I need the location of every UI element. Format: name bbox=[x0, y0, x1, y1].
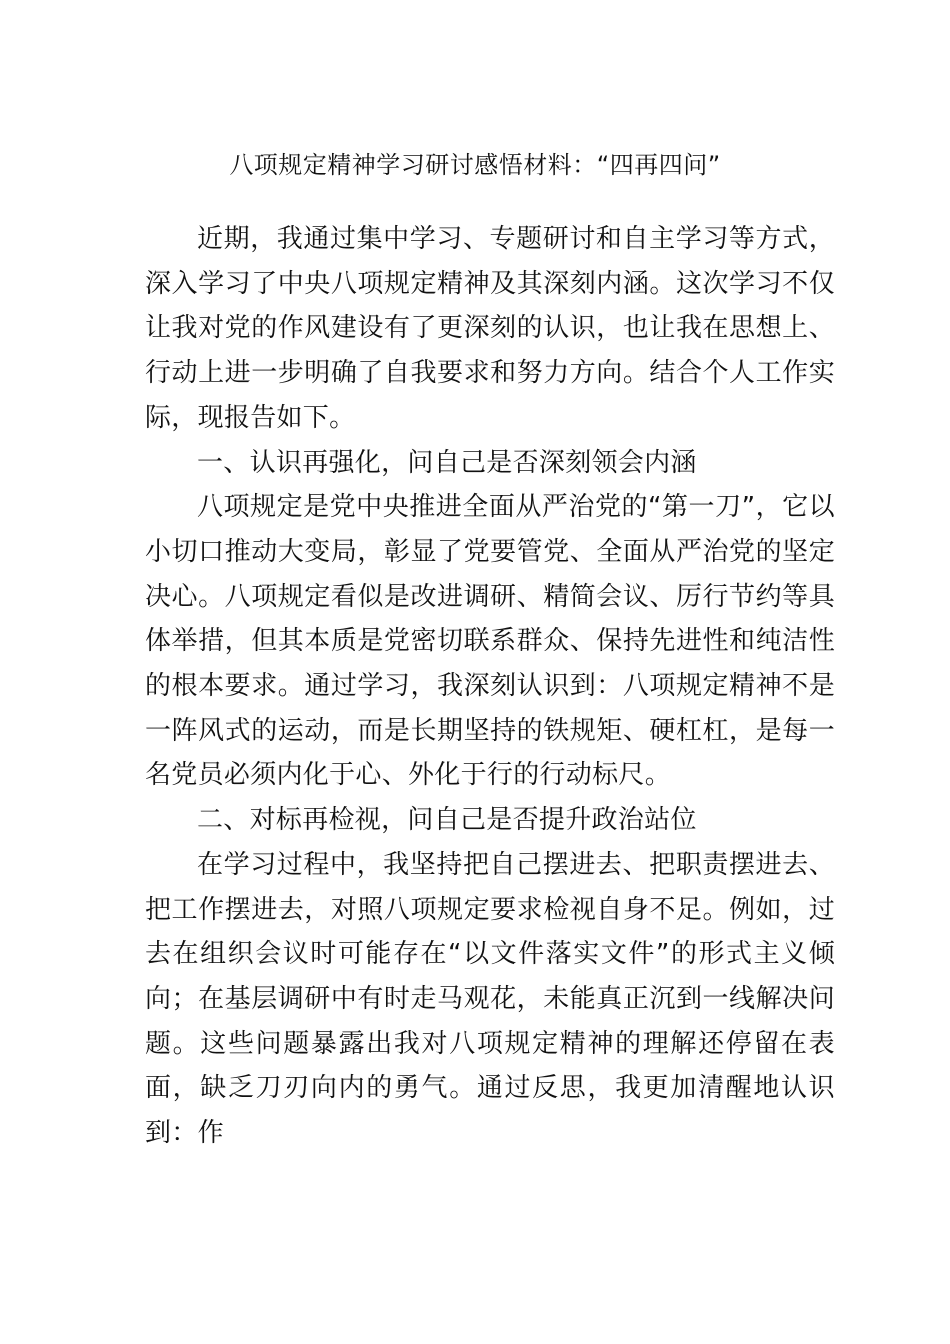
section-heading-1: 一、认识再强化，问自己是否深刻领会内涵 bbox=[197, 447, 697, 478]
intro-paragraph: 近期，我通过集中学习、专题研讨和自主学习等方式，深入学习了中央八项规定精神及其深刻内涵。这次学习不仅让我对党的作风建设有了更深刻的认识，也让我在思想上、行动上进一步明确了自我要求和努力方向。结合个人工作实际，现报告如下。 bbox=[145, 224, 835, 433]
section-heading-2: 二、对标再检视，问自己是否提升政治站位 bbox=[197, 805, 697, 836]
document-title: 八项规定精神学习研讨感悟材料：“四再四问” bbox=[229, 151, 721, 179]
section-2-paragraph: 在学习过程中，我坚持把自己摆进去、把职责摆进去、把工作摆进去，对照八项规定要求检视自身不足。例如，过去在组织会议时可能存在“以文件落实文件”的形式主义倾向；在基层调研中有时走马观花，未能真正沉到一线解决问题。这些问题暴露出我对八项规定精神的理解还停留在表面，缺乏刀刃向内的勇气。通过反思，我更加清醒地认识到：作 bbox=[145, 849, 835, 1149]
section-1-paragraph: 八项规定是党中央推进全面从严治党的“第一刀”，它以小切口推动大变局，彰显了党要管党、全面从严治党的坚定决心。八项规定看似是改进调研、精简会议、厉行节约等具体举措，但其本质是党密切联系群众、保持先进性和纯洁性的根本要求。通过学习，我深刻认识到：八项规定精神不是一阵风式的运动，而是长期坚持的铁规矩、硬杠杠，是每一名党员必须内化于心、外化于行的行动标尺。 bbox=[145, 492, 835, 791]
document-body bbox=[145, 217, 835, 1156]
